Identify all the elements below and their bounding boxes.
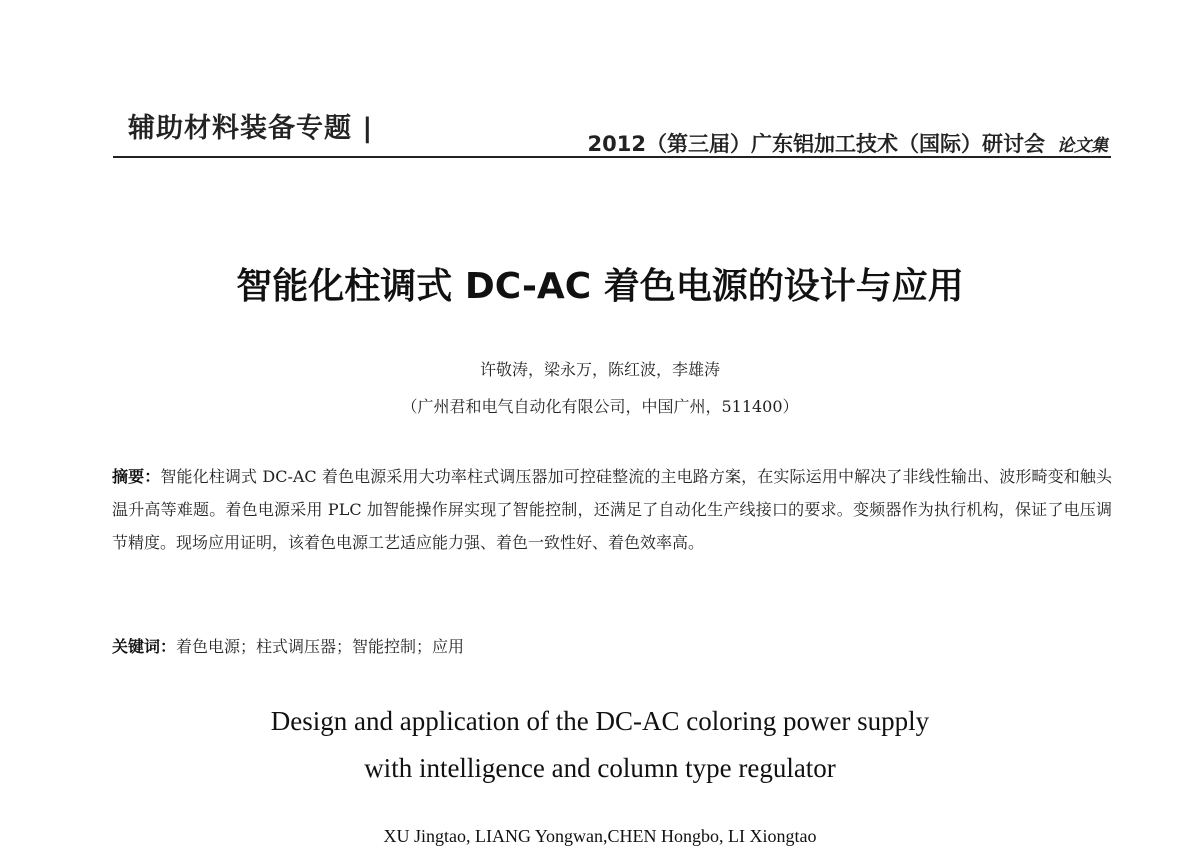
proceedings-label: 论文集: [1057, 136, 1108, 156]
abstract-cn: [112, 460, 1112, 559]
paper-title-cn: 智能化柱调式 DC-AC 着色电源的设计与应用: [236, 266, 964, 307]
abstract-text: 智能化柱调式 DC-AC 着色电源采用大功率柱式调压器加可控硅整流的主电路方案，在实际运用中解决了非线性输出、波形畸变和触头温升高等难题。着色电源采用 PLC 加智能操作屏实现了智能控制，还满足了自动化生产线接口的要求。变频器作为执行机构，保证了电压调节精度。现场应用证明，该着色电源工艺适应能力强、着色一致性好、着色效率高。: [112, 467, 1112, 552]
affiliation-cn: （广州君和电气自动化有限公司，中国广州，511400）: [401, 397, 799, 416]
conference-header: [588, 128, 1108, 158]
authors-cn: 许敬涛，梁永万，陈红波，李雄涛: [479, 360, 720, 379]
keywords-cn: [112, 630, 1112, 663]
paper-title-en: [0, 698, 1200, 792]
conference-title: 2012（第三届）广东铝加工技术（国际）研讨会: [587, 132, 1045, 156]
authors-en: XU Jingtao, LIANG Yongwan,CHEN Hongbo, LI Xiongtao: [383, 826, 817, 846]
journal-section-title: 辅助材料装备专题 |: [128, 113, 374, 144]
keywords-label: 关键词：: [112, 637, 177, 656]
header-divider: [113, 156, 1111, 158]
abstract-label: 摘要：: [112, 467, 161, 486]
paper-title-en-line1: Design and application of the DC-AC coloring power supply: [270, 706, 930, 736]
paper-title-en-line2: with intelligence and column type regulator: [364, 753, 836, 783]
keywords-text: 着色电源；柱式调压器；智能控制；应用: [176, 637, 465, 656]
